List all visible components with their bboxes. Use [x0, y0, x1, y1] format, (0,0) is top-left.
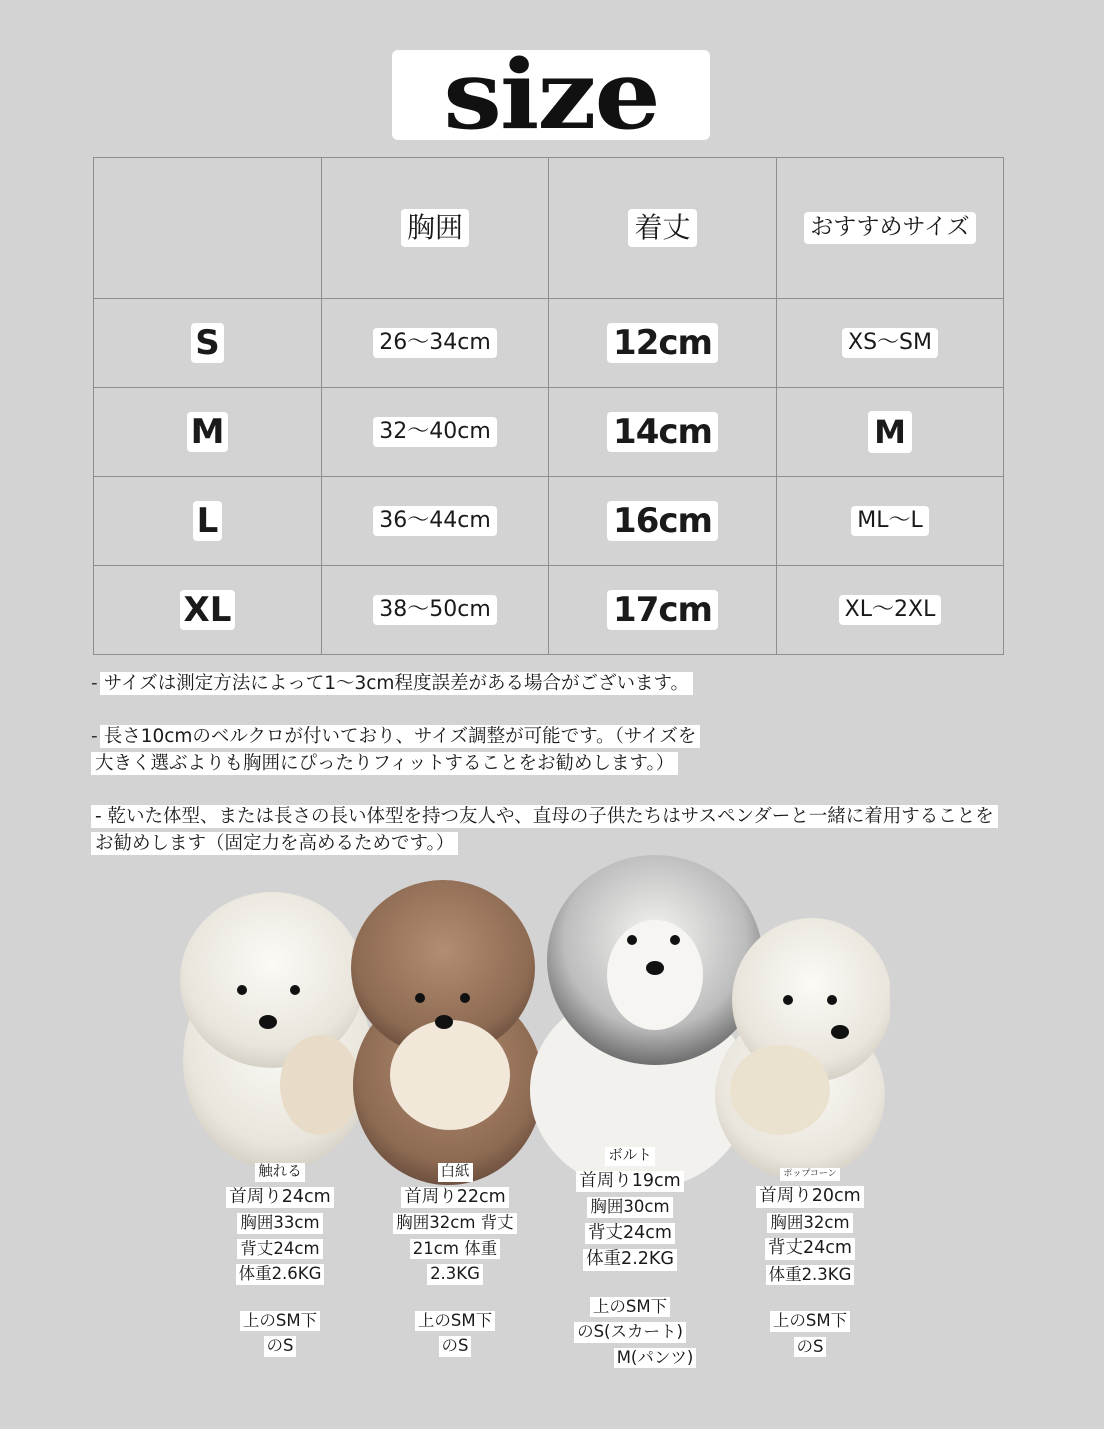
dogs-photo — [160, 850, 890, 1190]
note-suspender-cont: お勧めします（固定力を高めるためです。） — [91, 829, 1011, 856]
recommend-cell: M — [777, 388, 1004, 477]
dog-info-1: 触れる 首周り24cm 胸囲33cm 背丈24cm 体重2.6KG 上のSM下 のS — [220, 1163, 340, 1362]
dog-info-4: ポップコーン 首周り20cm 胸囲32cm 背丈24cm 体重2.3KG 上のSM下 のS — [745, 1163, 875, 1362]
table-row — [94, 566, 1004, 655]
size-cell: M — [94, 388, 322, 477]
chest-cell: 26〜34cm — [322, 299, 549, 388]
recommend-cell: XS〜SM — [777, 299, 1004, 388]
dog-1-image — [180, 892, 373, 1170]
notes-section — [91, 669, 1011, 856]
header-chest: 胸囲 — [322, 158, 549, 299]
note-suspender: - 乾いた体型、または長さの長い体型を持つ友人や、直母の子供たちはサスペンダーと一緒に着用することを — [91, 802, 1011, 829]
size-cell: L — [94, 477, 322, 566]
recommend-cell: XL〜2XL — [777, 566, 1004, 655]
size-table — [93, 157, 1004, 655]
size-cell: S — [94, 299, 322, 388]
note-measurement: - サイズは測定方法によって1〜3cm程度誤差がある場合がございます。 — [91, 669, 1011, 696]
chest-cell: 36〜44cm — [322, 477, 549, 566]
note-velcro: - 長さ10cmのベルクロが付いており、サイズ調整が可能です。（サイズを — [91, 722, 1011, 749]
length-cell: 14cm — [549, 388, 777, 477]
table-header-row — [94, 158, 1004, 299]
header-length: 着丈 — [549, 158, 777, 299]
header-recommend: おすすめサイズ — [777, 158, 1004, 299]
dog-info-3: ボルト 首周り19cm 胸囲30cm 背丈24cm 体重2.2KG 上のSM下 のS(スカート) M(パンツ) — [560, 1147, 700, 1373]
table-row — [94, 299, 1004, 388]
length-cell: 12cm — [549, 299, 777, 388]
dog-info-2: 白紙 首周り22cm 胸囲32cm 背丈 21cm 体重 2.3KG 上のSM下 のS — [385, 1163, 525, 1362]
length-cell: 16cm — [549, 477, 777, 566]
table-row — [94, 388, 1004, 477]
chest-cell: 38〜50cm — [322, 566, 549, 655]
length-cell: 17cm — [549, 566, 777, 655]
title-banner — [392, 37, 710, 152]
chest-cell: 32〜40cm — [322, 388, 549, 477]
dog-2-image — [351, 880, 543, 1185]
note-velcro-cont: 大きく選ぶよりも胸囲にぴったりフィットすることをお勧めします。） — [91, 749, 1011, 776]
page-title: size — [443, 37, 659, 152]
header-blank — [94, 158, 322, 299]
recommend-cell: ML〜L — [777, 477, 1004, 566]
size-cell: XL — [94, 566, 322, 655]
table-row — [94, 477, 1004, 566]
